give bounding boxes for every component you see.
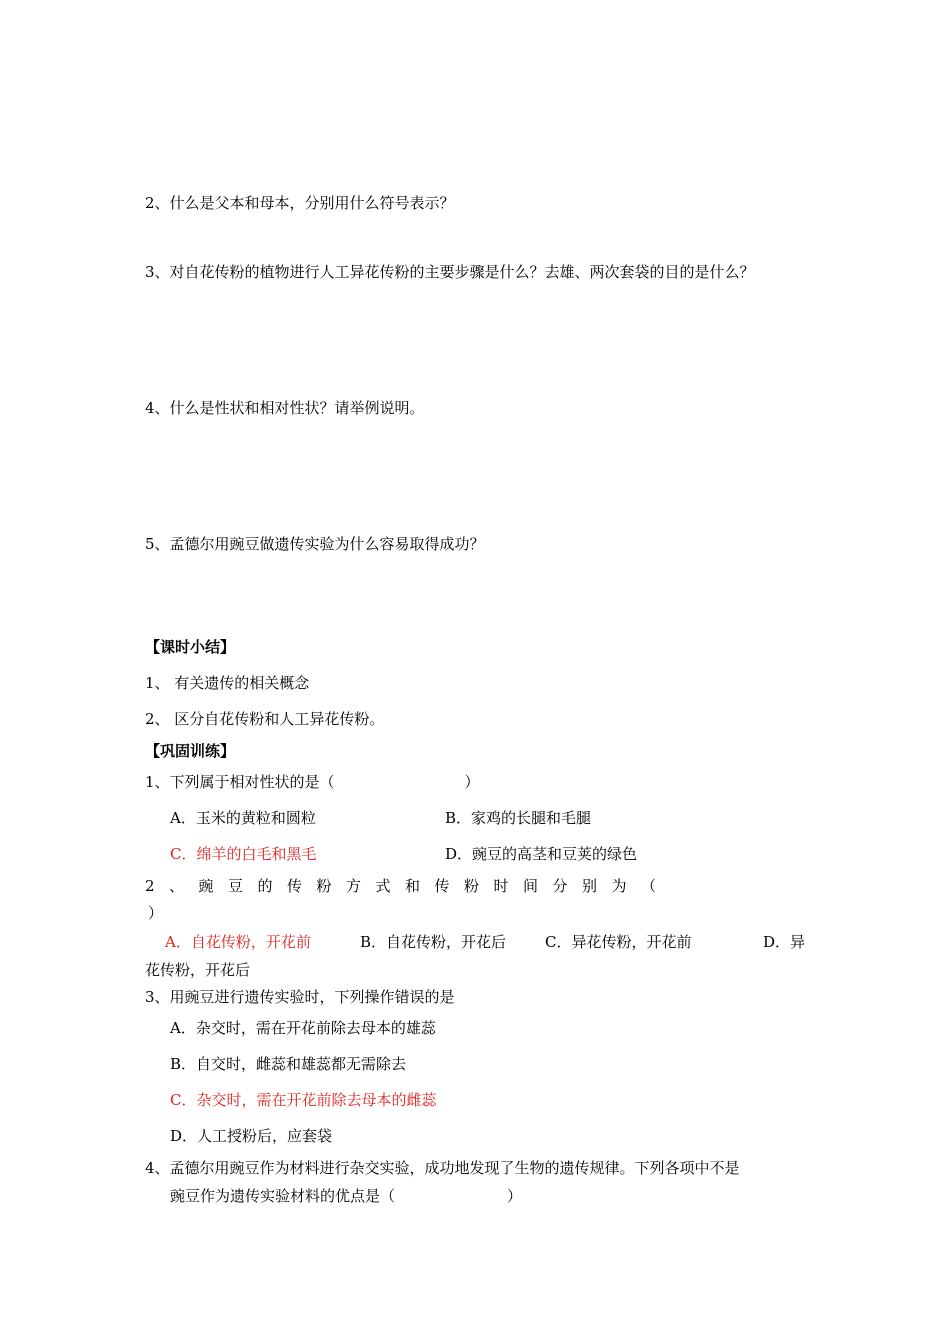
exercise-1-option-b: B．家鸡的长腿和毛腿 — [445, 809, 592, 827]
exercise-1-stem-text: 1、下列属于相对性状的是（ — [145, 773, 335, 791]
exercise-4-stem-close: ） — [507, 1187, 523, 1205]
exercise-1-option-a: A．玉米的黄粒和圆粒 — [170, 809, 316, 827]
exercise-3-option-d: D．人工授粉后，应套袋 — [170, 1127, 333, 1145]
exercise-1-option-c: C．绵羊的白毛和黑毛 — [170, 845, 317, 863]
exercise-2-option-b: B．自花传粉，开花后 — [360, 933, 507, 951]
exercises-heading: 【巩固训练】 — [145, 742, 236, 760]
question-3: 3、对自花传粉的植物进行人工异花传粉的主要步骤是什么？去雄、两次套袋的目的是什么？ — [145, 263, 755, 281]
exercise-2-option-a: A．自花传粉，开花前 — [165, 933, 311, 951]
summary-item-1: 1、 有关遗传的相关概念 — [145, 674, 310, 692]
exercise-1-option-d: D．豌豆的高茎和豆荚的绿色 — [445, 845, 638, 863]
exercise-2-option-c: C．异花传粉，开花前 — [545, 933, 692, 951]
summary-heading: 【课时小结】 — [145, 638, 236, 656]
question-5: 5、孟德尔用豌豆做遗传实验为什么容易取得成功？ — [145, 535, 485, 553]
question-4: 4、什么是性状和相对性状？请举例说明。 — [145, 399, 425, 417]
exercise-3-stem: 3、用豌豆进行遗传实验时，下列操作错误的是 — [145, 988, 455, 1006]
exercise-4-stem-cont — [170, 1186, 522, 1206]
exercise-2-stem-close: ） — [148, 904, 164, 922]
exercise-3-option-c: C．杂交时，需在开花前除去母本的雌蕊 — [170, 1091, 437, 1109]
exercise-2-stem: 2、豌豆的传粉方式和传粉时间分别为（ — [145, 877, 671, 895]
exercise-4-stem: 4、孟德尔用豌豆作为材料进行杂交实验，成功地发现了生物的遗传规律。下列各项中不是 — [145, 1159, 740, 1177]
exercise-3-option-b: B．自交时，雌蕊和雄蕊都无需除去 — [170, 1055, 407, 1073]
exercise-3-option-a: A．杂交时，需在开花前除去母本的雄蕊 — [170, 1019, 436, 1037]
exercise-1-stem-close: ） — [464, 773, 480, 791]
summary-item-2: 2、 区分自花传粉和人工异花传粉。 — [145, 710, 385, 728]
exercise-1-stem — [145, 772, 480, 792]
question-2: 2、什么是父本和母本，分别用什么符号表示？ — [145, 194, 455, 212]
exercise-4-stem-cont-text: 豌豆作为遗传实验材料的优点是（ — [170, 1187, 396, 1205]
exercise-2-option-d-cont: 花传粉，开花后 — [145, 961, 251, 979]
exercise-2-option-d: D．异 — [763, 933, 806, 951]
